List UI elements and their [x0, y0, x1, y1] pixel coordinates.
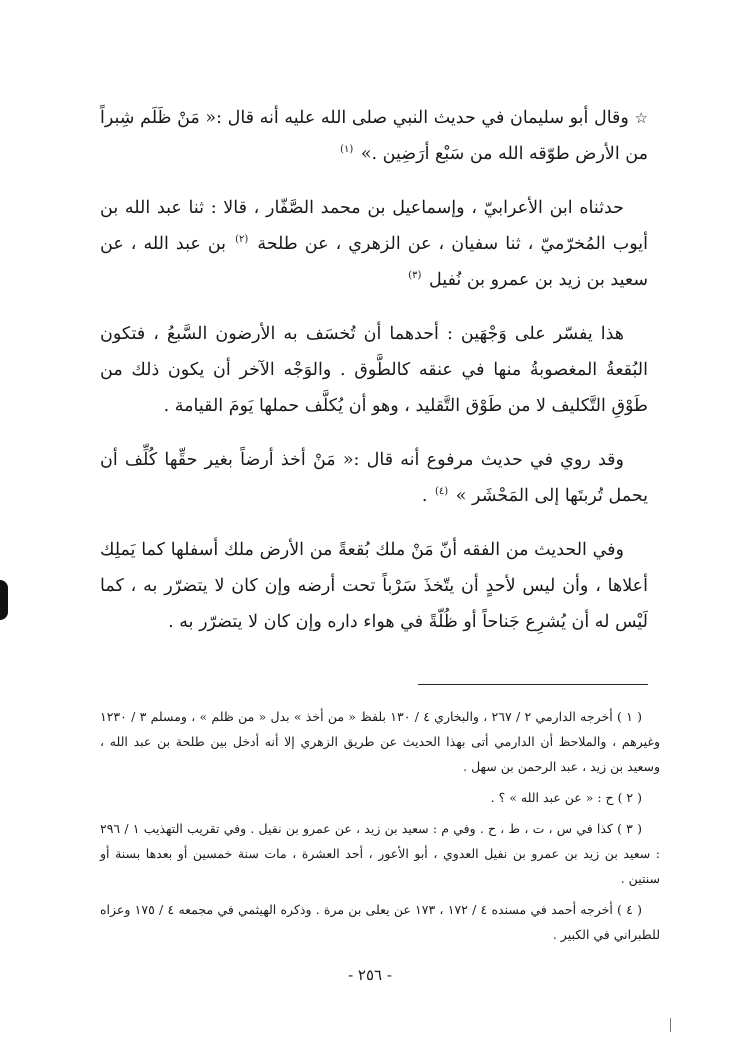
isnad-text-a: حدثناه ابن الأعرابيّ ، وإسماعيل بن محمد الصَّفّار ، قالا : ثنا عبد الله بن أيوب المُخرّميّ ، ثنا سفيان ، عن الزهري ، عن طلحة: [100, 198, 648, 254]
footnote-item: ( ٣ ) كذا في س ، ت ، ط ، ح . وفي م : سعيد بن زيد ، عن عمرو بن نفيل . وفي تقريب التهذيب ١ / ٢٩٦ : سعيد بن زيد بن عمرو بن نفيل العدوي ، أبو الأعور ، أحد العشرة ، مات سنة خمسين أو بعدها بسنة أو سنتين .: [100, 821, 660, 886]
footnote-ref-2[interactable]: (٢): [235, 234, 249, 246]
main-text: [100, 100, 648, 658]
marfu-end: .: [421, 486, 428, 506]
paragraph-hadith: [100, 100, 648, 172]
marfu-text: وقد روي في حديث مرفوع أنه قال :« مَنْ أخذ أرضاً بغير حقِّها كُلِّف أن يحمل تُربتَها إلى المَحْشَر »: [100, 450, 648, 506]
footnote-divider: [418, 684, 648, 685]
hadith-text: وقال أبو سليمان في حديث النبي صلى الله عليه أنه قال :« مَنْ ظَلَم شِبراً من الأرض طوّقه الله من سَبْع أرَضِين .»: [100, 108, 648, 164]
footnote-ref-3[interactable]: (٣): [408, 270, 422, 282]
star-icon: ☆: [634, 109, 648, 127]
paragraph-explanation: [100, 316, 648, 424]
page-number: - ٢٥٦ -: [348, 966, 392, 984]
fiqh-text: وفي الحديث من الفقه أنّ مَنْ ملك بُقعةً من الأرض ملك أسفلها كما يَملِك أعلاها ، وأن ليس لأحدٍ أن يتّخذَ سَرْباً تحت أرضه وإن كان لا يتضرّر به ، كما لَيْس له أن يُشرِع جَناحاً أو ظُلّةً في هواء داره وإن كان لا يتضرّر به .: [100, 540, 648, 632]
paragraph-fiqh: [100, 532, 648, 640]
footnote-item: ( ٢ ) ح : « عن عبد الله » ؟ .: [490, 790, 642, 805]
paragraph-marfu: [100, 442, 648, 514]
isnad-text-b: بن عبد الله ، عن سعيد بن زيد بن عمرو بن نُفيل: [100, 234, 648, 290]
binding-edge-mark: [0, 580, 8, 620]
footnotes: [100, 704, 660, 953]
footnote-item: ( ٤ ) أخرجه أحمد في مسنده ٤ / ١٧٢ ، ١٧٣ عن يعلى بن مرة . وذكره الهيثمي في مجمعه ٤ / ١٧٥ وعزاه للطبراني في الكبير .: [100, 902, 660, 942]
footnote-ref-4[interactable]: (٤): [435, 486, 449, 498]
scan-tick-mark: [670, 1018, 671, 1032]
footnote-item: ( ١ ) أخرجه الدارمي ٢ / ٢٦٧ ، والبخاري ٤ / ١٣٠ بلفظ « من أخذ » بدل « من ظلم » ، ومسلم ٣ / ١٢٣٠ وغيرهم ، والملاحظ أن الدارمي أتى بهذا الحديث عن طريق الزهري إلا أنه أدخل بين طلحة بن عبد الله ، وسعيد بن زيد ، عبد الرحمن بن سهل .: [100, 709, 660, 774]
paragraph-isnad: [100, 190, 648, 298]
footnote-ref-1[interactable]: (١): [340, 144, 354, 156]
explanation-text: هذا يفسّر على وَجْهَين : أحدهما أن تُخسَف به الأرضون السَّبعُ ، فتكون البُقعةُ المغصوبةُ منها في عنقه كالطَّوق . والوَجْه الآخر أن يكون ذلك من طَوْقِ التَّكليف لا من طَوْق التَّقليد ، وهو أن يُكلَّف حملها يَومَ القيامة .: [100, 324, 648, 416]
